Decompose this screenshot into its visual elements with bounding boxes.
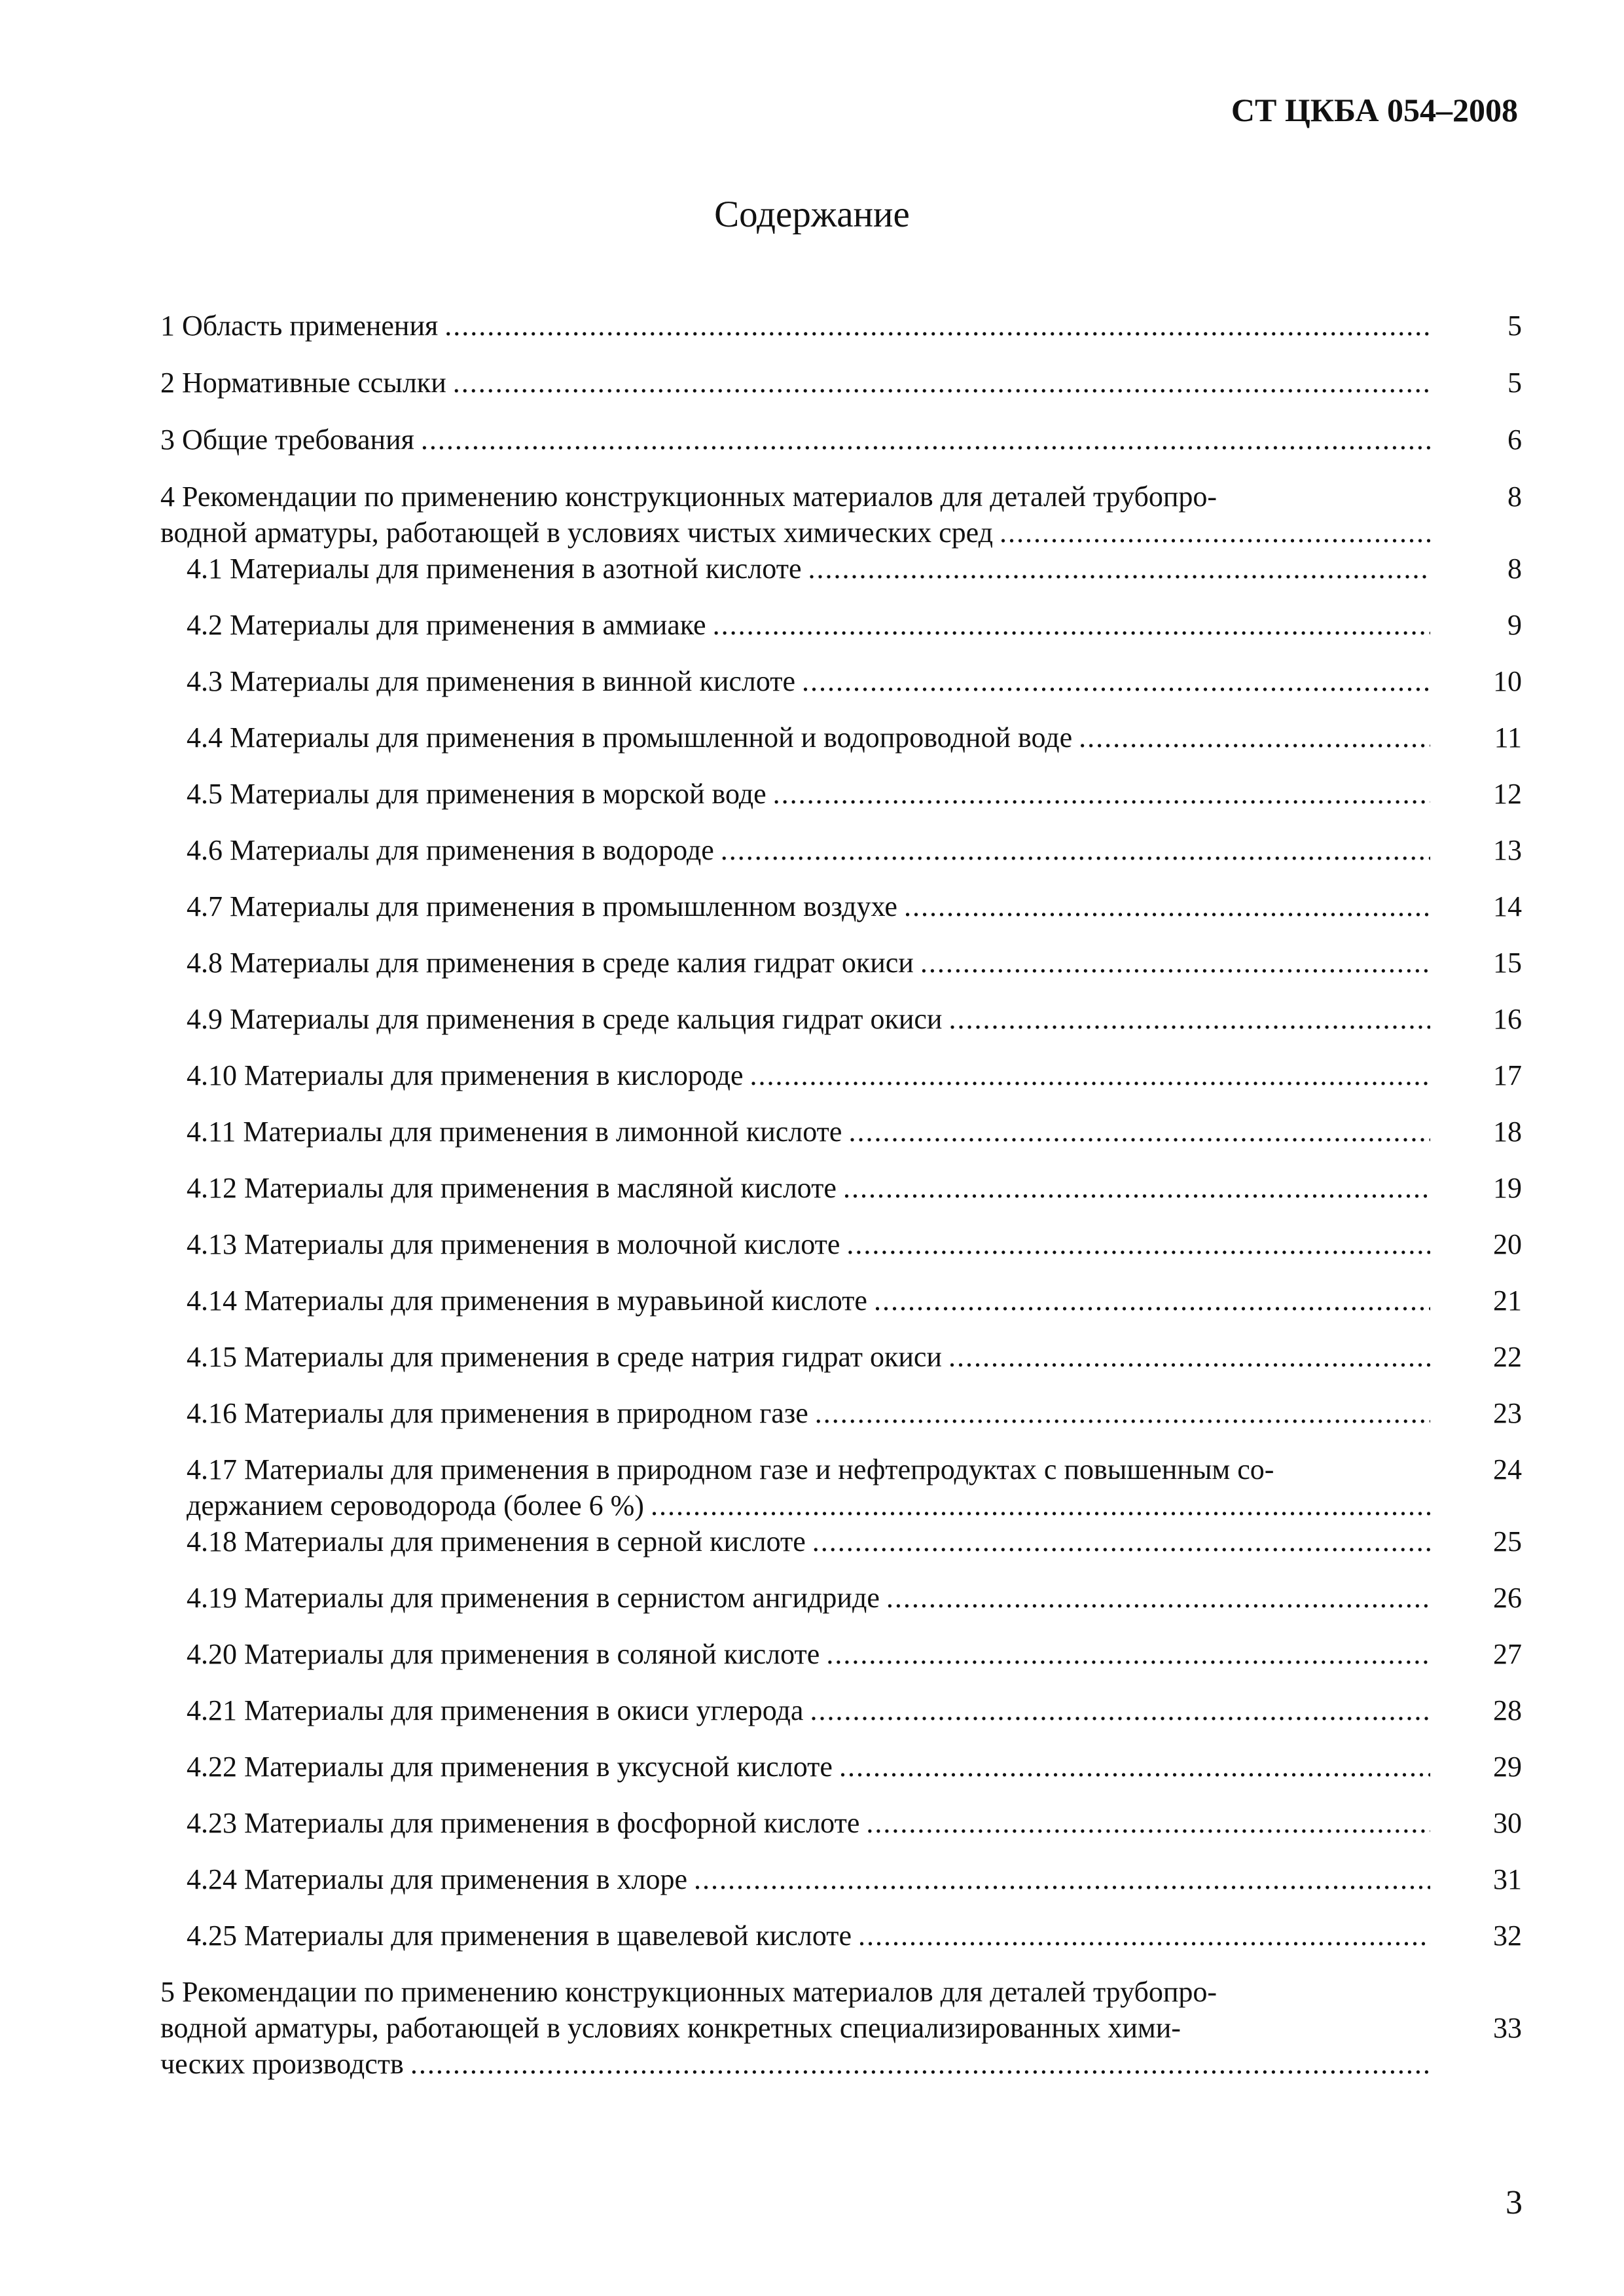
leader-dots bbox=[421, 422, 1430, 458]
toc-entry-page: 33 bbox=[1493, 2012, 1522, 2044]
toc-subentry[interactable] bbox=[160, 1749, 1535, 1785]
leader-dots bbox=[808, 551, 1430, 587]
leader-dots bbox=[948, 1001, 1430, 1037]
toc-entry-title: 4.19 Материалы для применения в сернистом ангидриде bbox=[187, 1582, 880, 1614]
toc-entry-page: 22 bbox=[1493, 1341, 1522, 1373]
toc-entry-page: 11 bbox=[1494, 721, 1522, 754]
toc-entry-title: 3 Общие требования bbox=[160, 424, 414, 456]
leader-dots bbox=[826, 1636, 1430, 1672]
toc-entry-title: 4.20 Материалы для применения в соляной кислоте bbox=[187, 1638, 820, 1670]
toc-entry-page: 10 bbox=[1493, 665, 1522, 697]
leader-dots bbox=[453, 365, 1430, 401]
leader-dots bbox=[713, 607, 1430, 643]
leader-dots bbox=[886, 1580, 1430, 1616]
leader-dots bbox=[874, 1283, 1430, 1319]
toc-entry-page: 20 bbox=[1493, 1228, 1522, 1260]
toc-subentry[interactable] bbox=[160, 945, 1535, 981]
toc-entry-title: 4.3 Материалы для применения в винной кислоте bbox=[187, 665, 796, 697]
toc-entry-page: 30 bbox=[1493, 1807, 1522, 1839]
toc-entry-title-line: 5 Рекомендации по применению конструкционных материалов для деталей трубопро- bbox=[160, 1976, 1218, 2008]
leader-dots bbox=[948, 1339, 1430, 1375]
toc-entry-title: 2 Нормативные ссылки bbox=[160, 367, 446, 399]
toc-subentry[interactable] bbox=[160, 1451, 1535, 1523]
leader-dots bbox=[848, 1114, 1430, 1150]
leader-dots bbox=[810, 1692, 1430, 1728]
leader-dots bbox=[773, 776, 1430, 812]
toc-subentry[interactable] bbox=[160, 1170, 1535, 1206]
toc-entry-title: 4.11 Материалы для применения в лимонной кислоте bbox=[187, 1116, 842, 1148]
toc-subentry[interactable] bbox=[160, 1861, 1535, 1897]
toc-subentry[interactable] bbox=[160, 1523, 1535, 1559]
toc-entry-page: 24 bbox=[1493, 1453, 1522, 1485]
toc-subentry[interactable] bbox=[160, 1001, 1535, 1037]
toc-subentry[interactable] bbox=[160, 1395, 1535, 1431]
toc-entry-title: 4.24 Материалы для применения в хлоре bbox=[187, 1863, 687, 1895]
toc-entry-title-line: водной арматуры, работающей в условиях чистых химических сред bbox=[160, 517, 993, 549]
toc-entry-page: 9 bbox=[1507, 609, 1522, 641]
leader-dots bbox=[694, 1861, 1430, 1897]
leader-dots bbox=[651, 1487, 1430, 1523]
toc-entry-title-line: 4.17 Материалы для применения в природном газе и нефтепродуктах с повышенным со- bbox=[187, 1453, 1274, 1485]
toc-entry-title: 4.10 Материалы для применения в кислороде bbox=[187, 1059, 744, 1091]
toc-entry-title: 4.22 Материалы для применения в уксусной кислоте bbox=[187, 1751, 833, 1783]
toc-entry-page: 14 bbox=[1493, 890, 1522, 922]
toc-entry-page: 32 bbox=[1493, 1920, 1522, 1952]
toc-entry-page: 21 bbox=[1493, 1285, 1522, 1317]
toc-subentry[interactable] bbox=[160, 888, 1535, 924]
toc-entry-page: 5 bbox=[1507, 367, 1522, 399]
toc-entry-page: 18 bbox=[1493, 1116, 1522, 1148]
toc-entry-page: 19 bbox=[1493, 1172, 1522, 1204]
toc-entry-page: 25 bbox=[1493, 1525, 1522, 1558]
toc-entry[interactable] bbox=[160, 308, 1535, 344]
toc-entry-title: 4.9 Материалы для применения в среде кальция гидрат окиси bbox=[187, 1003, 943, 1035]
toc-entry-title: 1 Область применения bbox=[160, 310, 439, 342]
leader-dots bbox=[1000, 515, 1430, 551]
leader-dots bbox=[843, 1170, 1430, 1206]
toc-subentry[interactable] bbox=[160, 663, 1535, 699]
toc-entry[interactable] bbox=[160, 479, 1535, 551]
toc-subentry[interactable] bbox=[160, 1918, 1535, 1954]
toc-entry-title: 4.18 Материалы для применения в серной кислоте bbox=[187, 1525, 806, 1558]
toc-subentry[interactable] bbox=[160, 551, 1535, 587]
toc-subentry[interactable] bbox=[160, 1339, 1535, 1375]
toc-entry-page: 27 bbox=[1493, 1638, 1522, 1670]
leader-dots bbox=[802, 663, 1430, 699]
toc-subentry[interactable] bbox=[160, 776, 1535, 812]
toc-entry-title: 4.16 Материалы для применения в природном газе bbox=[187, 1397, 808, 1429]
toc-entry-title: 4.8 Материалы для применения в среде калия гидрат окиси bbox=[187, 947, 914, 979]
leader-dots bbox=[410, 2046, 1430, 2082]
toc-entry-title-line: водной арматуры, работающей в условиях конкретных специализированных хими- bbox=[160, 2012, 1181, 2044]
toc-subentry[interactable] bbox=[160, 1636, 1535, 1672]
toc-entry-page: 26 bbox=[1493, 1582, 1522, 1614]
leader-dots bbox=[846, 1226, 1430, 1262]
toc-entry[interactable] bbox=[160, 1974, 1535, 2082]
leader-dots bbox=[444, 308, 1430, 344]
leader-dots bbox=[904, 888, 1430, 924]
toc-entry-title: 4.21 Материалы для применения в окиси углерода bbox=[187, 1694, 804, 1726]
toc-entry-page: 12 bbox=[1493, 778, 1522, 810]
toc-entry-title: 4.2 Материалы для применения в аммиаке bbox=[187, 609, 706, 641]
toc-subentry[interactable] bbox=[160, 1805, 1535, 1841]
toc-subentry[interactable] bbox=[160, 1692, 1535, 1728]
toc-entry-page: 29 bbox=[1493, 1751, 1522, 1783]
toc-entry-page: 31 bbox=[1493, 1863, 1522, 1895]
toc-subentry[interactable] bbox=[160, 1057, 1535, 1093]
toc-title: Содержание bbox=[714, 194, 910, 235]
toc-entry-page: 17 bbox=[1493, 1059, 1522, 1091]
toc-subentry[interactable] bbox=[160, 832, 1535, 868]
toc-entry-title: 4.23 Материалы для применения в фосфорной кислоте bbox=[187, 1807, 860, 1839]
toc-subentry[interactable] bbox=[160, 607, 1535, 643]
leader-dots bbox=[1079, 720, 1430, 756]
toc-entry-title: 4.5 Материалы для применения в морской воде bbox=[187, 778, 767, 810]
toc-subentry[interactable] bbox=[160, 1114, 1535, 1150]
toc-entry-title: 4.4 Материалы для применения в промышленной и водопроводной воде bbox=[187, 721, 1073, 754]
toc-entry-title: 4.12 Материалы для применения в масляной кислоте bbox=[187, 1172, 837, 1204]
toc-entry-page: 23 bbox=[1493, 1397, 1522, 1429]
toc-entry-title: 4.13 Материалы для применения в молочной кислоте bbox=[187, 1228, 840, 1260]
toc-entry-page: 16 bbox=[1493, 1003, 1522, 1035]
toc-entry-page: 8 bbox=[1507, 481, 1522, 513]
toc-subentry[interactable] bbox=[160, 720, 1535, 756]
toc-entry-title-line: держанием сероводорода (более 6 %) bbox=[187, 1489, 644, 1522]
leader-dots bbox=[858, 1918, 1430, 1954]
toc-entry[interactable] bbox=[160, 365, 1535, 401]
leader-dots bbox=[750, 1057, 1430, 1093]
leader-dots bbox=[721, 832, 1430, 868]
toc-entry-page: 15 bbox=[1493, 947, 1522, 979]
leader-dots bbox=[839, 1749, 1430, 1785]
toc-entry-page: 13 bbox=[1493, 834, 1522, 866]
leader-dots bbox=[812, 1523, 1430, 1559]
toc-entry-title: 4.14 Материалы для применения в муравьиной кислоте bbox=[187, 1285, 867, 1317]
toc-entry-title: 4.7 Материалы для применения в промышленном воздухе bbox=[187, 890, 897, 922]
leader-dots bbox=[815, 1395, 1430, 1431]
toc-entry-page: 6 bbox=[1507, 424, 1522, 456]
toc-subentry[interactable] bbox=[160, 1226, 1535, 1262]
document-code: СТ ЦКБА 054–2008 bbox=[1231, 92, 1518, 128]
toc-entry-title: 4.6 Материалы для применения в водороде bbox=[187, 834, 714, 866]
toc-subentry[interactable] bbox=[160, 1580, 1535, 1616]
toc-entry-title: 4.25 Материалы для применения в щавелевой кислоте bbox=[187, 1920, 852, 1952]
leader-dots bbox=[866, 1805, 1430, 1841]
toc-entry-page: 28 bbox=[1493, 1694, 1522, 1726]
toc-entry-page: 8 bbox=[1507, 553, 1522, 585]
toc-entry-title-line: 4 Рекомендации по применению конструкционных материалов для деталей трубопро- bbox=[160, 481, 1218, 513]
leader-dots bbox=[920, 945, 1430, 981]
toc-entry-title: 4.1 Материалы для применения в азотной кислоте bbox=[187, 553, 802, 585]
toc-subentry[interactable] bbox=[160, 1283, 1535, 1319]
table-of-contents bbox=[160, 308, 1535, 2103]
page-number: 3 bbox=[1506, 2184, 1523, 2221]
toc-entry-page: 5 bbox=[1507, 310, 1522, 342]
toc-entry-title: 4.15 Материалы для применения в среде натрия гидрат окиси bbox=[187, 1341, 942, 1373]
toc-entry-title-line: ческих производств bbox=[160, 2048, 404, 2080]
toc-entry[interactable] bbox=[160, 422, 1535, 458]
